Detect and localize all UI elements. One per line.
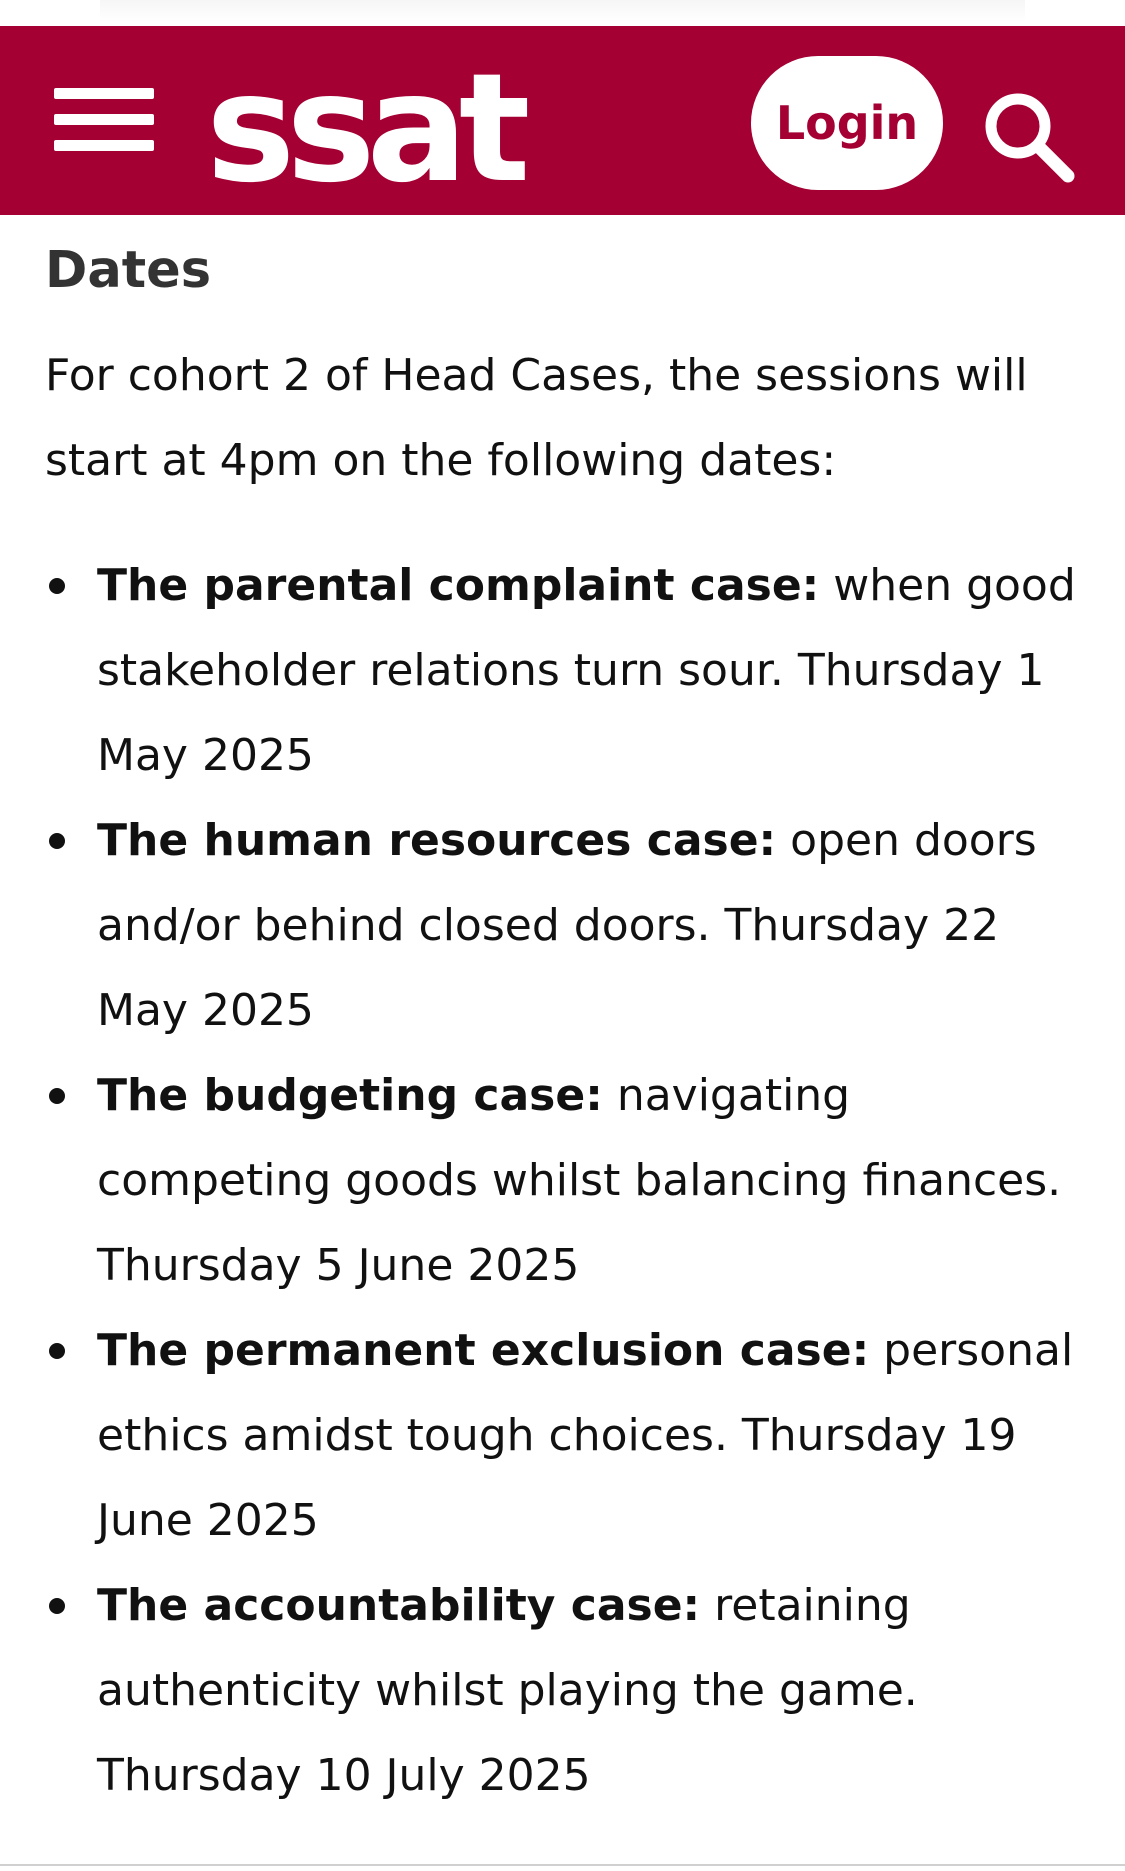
bottom-divider [0, 1864, 1125, 1866]
session-dates-list [45, 543, 1085, 1818]
intro-paragraph: For cohort 2 of Head Cases, the sessions will start at 4pm on the following dates: [45, 350, 1028, 486]
login-button[interactable]: Login [751, 56, 943, 190]
session-description: personal ethics amidst tough choices. Thursday 19 June 2025 [97, 1325, 1074, 1546]
menu-bar-middle [54, 114, 154, 125]
list-item [97, 1308, 1085, 1563]
browser-top-strip [0, 0, 1125, 26]
list-item [97, 1053, 1085, 1308]
list-item [97, 543, 1085, 798]
session-description: retaining authenticity whilst playing the game. Thursday 10 July 2025 [97, 1580, 918, 1801]
top-strip-shade [100, 0, 1025, 22]
menu-bar-bottom [54, 140, 154, 151]
ssat-logo[interactable]: ssat [206, 42, 522, 216]
session-description: open doors and/or behind closed doors. Thursday 22 May 2025 [97, 815, 1037, 1036]
hamburger-menu-icon[interactable] [54, 88, 154, 152]
menu-bar-top [54, 88, 154, 99]
main-content [45, 215, 1085, 1818]
site-header [0, 26, 1125, 215]
session-title: The permanent exclusion case: [97, 1325, 870, 1376]
session-title: The budgeting case: [97, 1070, 603, 1121]
search-icon[interactable] [980, 88, 1080, 188]
list-item [97, 798, 1085, 1053]
session-title: The accountability case: [97, 1580, 701, 1631]
session-title: The human resources case: [97, 815, 777, 866]
search-icon-glyph [980, 88, 1080, 188]
list-item [97, 1563, 1085, 1818]
section-heading: Dates [45, 241, 212, 300]
session-title: The parental complaint case: [97, 560, 820, 611]
session-description: when good stakeholder relations turn sour. Thursday 1 May 2025 [97, 560, 1076, 781]
session-description: navigating competing goods whilst balancing finances. Thursday 5 June 2025 [97, 1070, 1062, 1291]
